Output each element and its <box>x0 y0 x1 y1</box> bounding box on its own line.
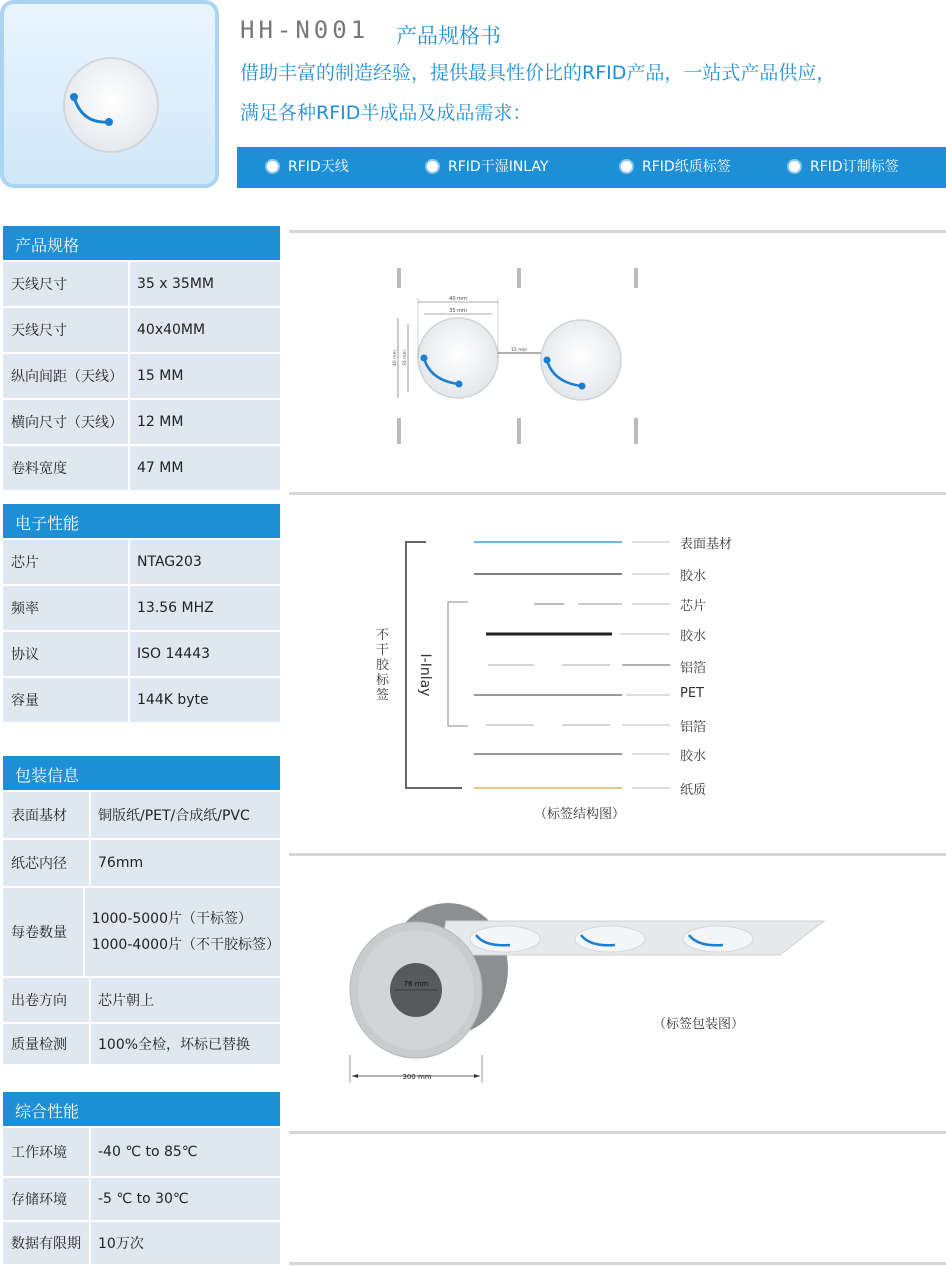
slogan-line-2: 满足各种RFID半成品及成品需求： <box>240 102 532 124</box>
table-row: 出卷方向 芯片朝上 <box>3 978 280 1022</box>
tag-dimension-diagram <box>380 262 660 452</box>
table-row: 每卷数量 1000-5000片（干标签） 1000-4000片（不干胶标签） <box>3 888 280 976</box>
layer-label: PET <box>680 686 704 701</box>
table-row: 频率 13.56 MHZ <box>3 586 280 630</box>
divider <box>289 1131 946 1134</box>
svg-text:15 mm: 15 mm <box>511 348 527 353</box>
roll-packaging-diagram <box>340 895 830 1087</box>
bullet-icon <box>267 161 278 172</box>
document-title: 产品规格书 <box>396 24 501 48</box>
bullet-icon <box>427 161 438 172</box>
svg-text:300 mm: 300 mm <box>402 1073 432 1081</box>
table-row: 天线尺寸 40x40MM <box>3 308 280 352</box>
layer-label: 铝箔 <box>680 661 707 676</box>
structure-caption: （标签结构图） <box>534 807 626 822</box>
layer-label: 胶水 <box>680 749 707 764</box>
category-band <box>237 147 946 188</box>
slogan-line-1: 借助丰富的制造经验，提供最具性价比的RFID产品，一站式产品供应， <box>240 62 836 84</box>
divider <box>289 230 946 233</box>
bullet-icon <box>789 161 800 172</box>
table-row: 表面基材 铜版纸/PET/合成纸/PVC <box>3 792 280 838</box>
category-rfid-inlay[interactable]: RFID干湿INLAY <box>427 147 548 188</box>
table-row: 芯片 NTAG203 <box>3 540 280 584</box>
section-title-packaging: 包装信息 <box>3 756 280 790</box>
category-rfid-custom-label[interactable]: RFID订制标签 <box>789 147 899 188</box>
table-row: 容量 144K byte <box>3 678 280 722</box>
divider <box>289 1262 946 1265</box>
layer-label: 胶水 <box>680 569 707 584</box>
layer-label: 铝箔 <box>680 720 707 735</box>
svg-text:40 mm: 40 mm <box>393 350 398 366</box>
bullet-icon <box>621 161 632 172</box>
table-row: 工作环境 -40 ℃ to 85℃ <box>3 1128 280 1176</box>
divider <box>289 853 946 856</box>
svg-text:35 mm: 35 mm <box>449 308 467 314</box>
packaging-caption: （标签包装图） <box>653 1017 745 1032</box>
table-row: 协议 ISO 14443 <box>3 632 280 676</box>
model-number: HH-N001 <box>240 16 370 44</box>
table-row: 横向尺寸（天线） 12 MM <box>3 400 280 444</box>
table-row: 纵向间距（天线） 15 MM <box>3 354 280 398</box>
bracket-label-adhesive: 不干胶标签 <box>376 628 390 703</box>
layer-label: 胶水 <box>680 629 707 644</box>
category-rfid-antenna[interactable]: RFID天线 <box>267 147 349 188</box>
svg-text:35 mm: 35 mm <box>403 350 408 366</box>
svg-text:76 mm: 76 mm <box>403 980 429 988</box>
rfid-tag-icon <box>4 4 215 184</box>
product-image-panel <box>0 0 219 188</box>
bracket-label-inlay: I-Inlay <box>417 653 433 697</box>
section-title-specs: 产品规格 <box>3 226 280 260</box>
table-row: 存储环境 -5 ℃ to 30℃ <box>3 1178 280 1220</box>
section-title-overall: 综合性能 <box>3 1092 280 1126</box>
category-rfid-paper-label[interactable]: RFID纸质标签 <box>621 147 731 188</box>
table-row: 天线尺寸 35 x 35MM <box>3 262 280 306</box>
layer-label: 表面基材 <box>680 537 733 552</box>
svg-text:40 mm: 40 mm <box>449 296 467 302</box>
layer-label: 纸质 <box>680 783 707 798</box>
divider <box>289 492 946 495</box>
table-row: 卷料宽度 47 MM <box>3 446 280 490</box>
section-title-electrical: 电子性能 <box>3 504 280 538</box>
table-row: 质量检测 100%全检，坏标已替换 <box>3 1024 280 1064</box>
table-row: 纸芯内径 76mm <box>3 840 280 886</box>
layer-label: 芯片 <box>680 599 707 614</box>
table-row: 数据有限期 10万次 <box>3 1222 280 1264</box>
